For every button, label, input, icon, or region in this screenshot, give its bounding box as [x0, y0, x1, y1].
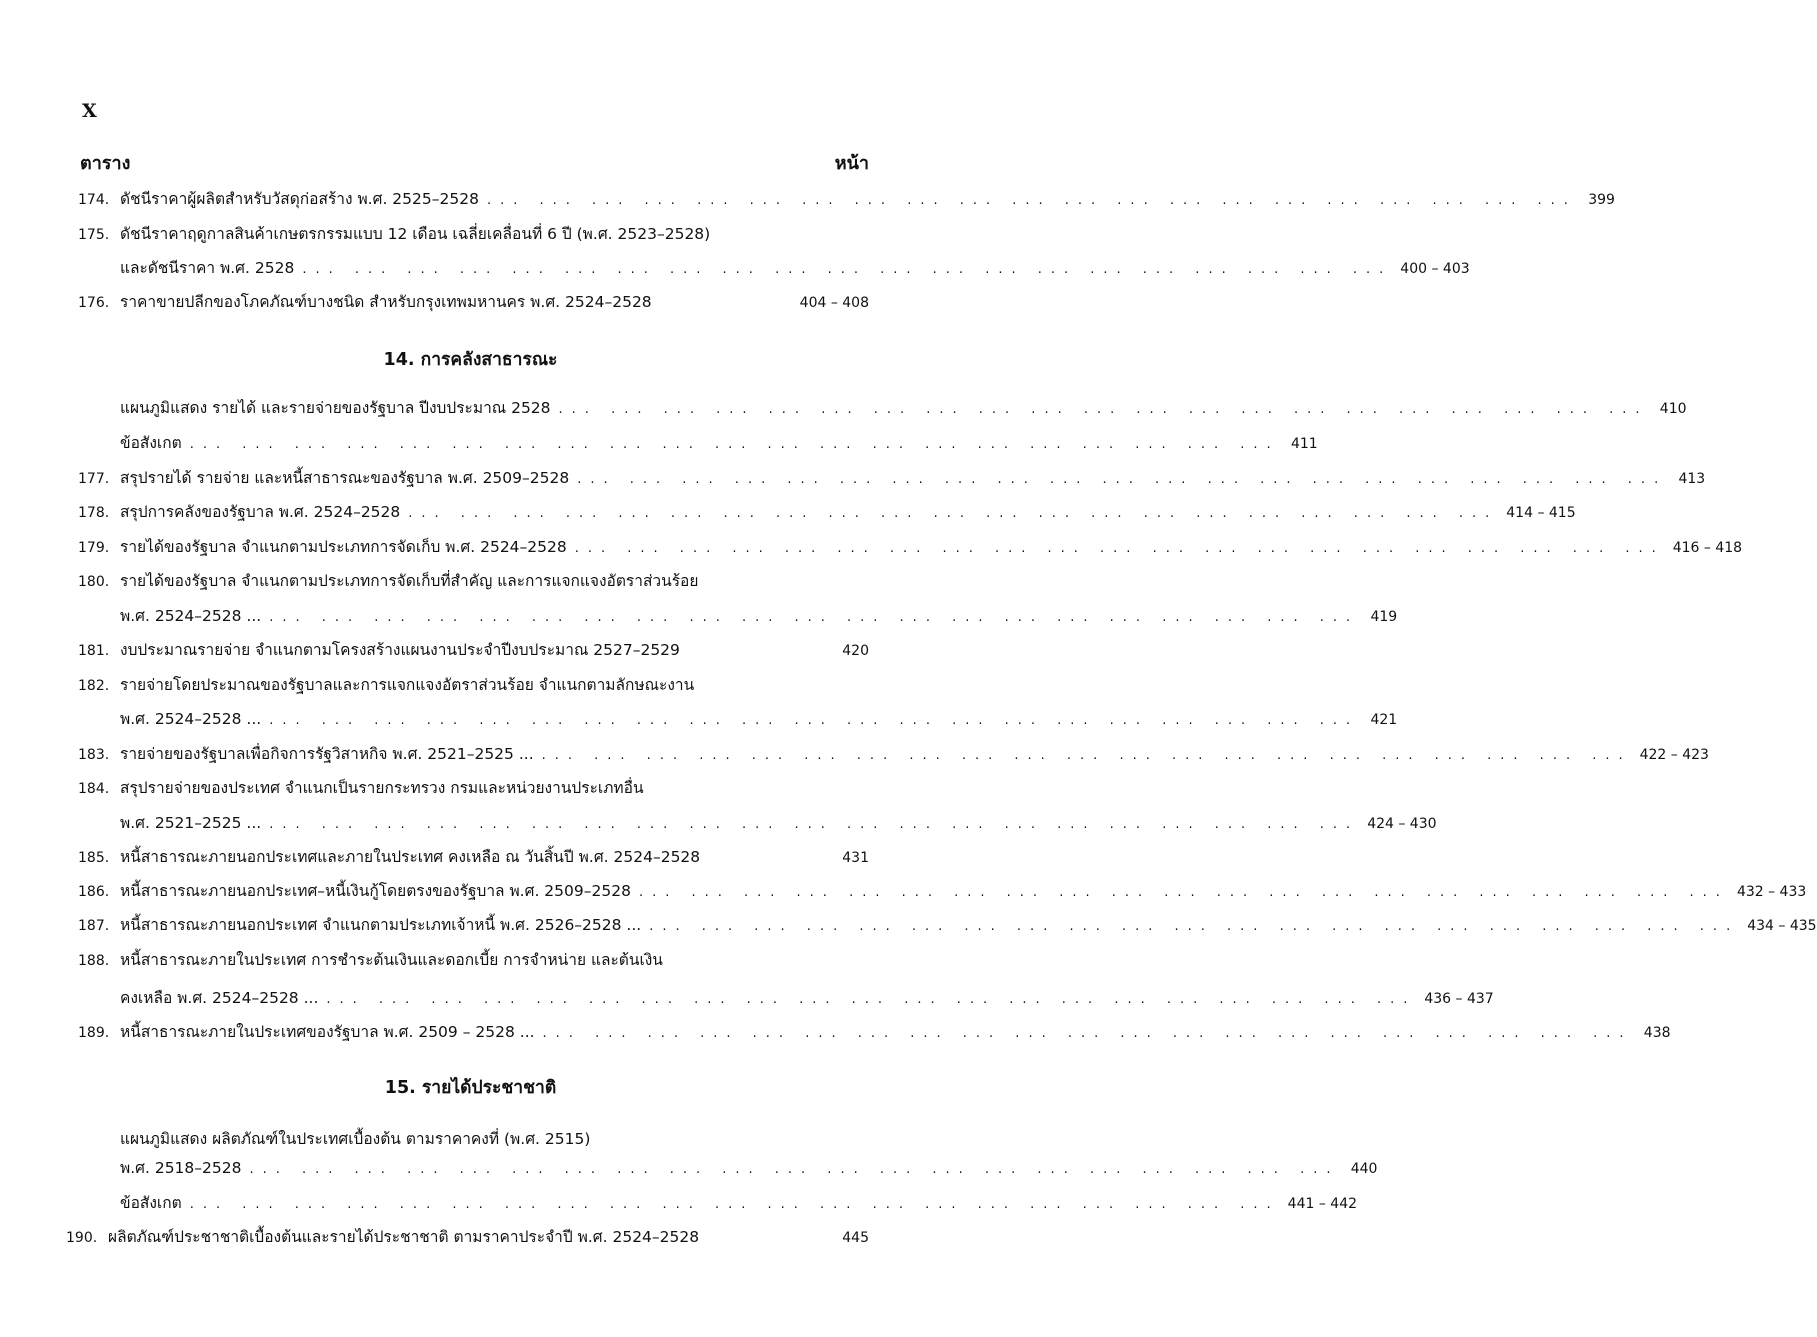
entry-title: รายจ่ายของรัฐบาลเพื่อกิจการรัฐวิสาหกิจ พ.ศ. 2521–2525 ... [120, 745, 534, 763]
toc-entry [78, 502, 1576, 524]
dot-leader: ... ... ... ... ... ... ... ... ... ... ... ... ... ... ... ... ... ... ... ... ... [541, 748, 1632, 763]
entry-number: 188. [78, 953, 110, 969]
toc-entry [78, 258, 1470, 280]
entry-title: สรุปรายได้ รายจ่าย และหนี้สาธารณะของรัฐบาล พ.ศ. 2509–2528 [120, 469, 570, 487]
entry-page: 434 – 435 [1747, 918, 1817, 934]
entry-number: 185. [78, 850, 110, 866]
dot-leader: ... ... ... ... ... ... ... ... ... ... ... ... ... ... ... ... ... ... ... ... ... [249, 1162, 1340, 1177]
entry-number: 190. [66, 1230, 98, 1246]
dot-leader: ... ... ... ... ... ... ... ... ... ... ... ... ... ... ... ... ... ... ... ... ... [269, 713, 1360, 728]
entry-number: 176. [78, 295, 110, 311]
entry-page: 410 [1659, 401, 1687, 417]
toc-entry [78, 950, 869, 971]
toc-entry [78, 537, 1743, 559]
entry-title: หนี้สาธารณะภายนอกประเทศ จำแนกตามประเภทเจ้าหนี้ พ.ศ. 2526–2528 ... [120, 916, 642, 934]
entry-title: หนี้สาธารณะภายนอกประเทศและภายในประเทศ คงเหลือ ณ วันสิ้นปี พ.ศ. 2524–2528 [120, 848, 701, 866]
entry-title: ข้อสังเกต [120, 434, 182, 452]
entry-page: 419 [1370, 609, 1398, 625]
toc-entry [78, 1193, 1358, 1215]
toc-entry [78, 571, 869, 592]
toc-entry [78, 813, 1437, 835]
toc-entry [78, 915, 1817, 937]
toc-entry [78, 709, 1398, 731]
toc-entry [78, 881, 1807, 903]
toc-entry [78, 398, 1687, 420]
entry-title: หนี้สาธารณะภายในประเทศ การชำระต้นเงินและดอกเบี้ย การจำหน่าย และต้นเงิน [120, 951, 663, 969]
toc-entry [78, 606, 1398, 628]
dot-leader: ... ... ... ... ... ... ... ... ... ... ... ... ... ... ... ... ... ... ... ... ... [189, 1197, 1280, 1212]
entry-page: 438 [1643, 1025, 1671, 1041]
toc-entry [78, 1129, 869, 1149]
entry-number: 181. [78, 643, 110, 659]
entry-title: แผนภูมิแสดง รายได้ และรายจ่ายของรัฐบาล ปีงบประมาณ 2528 [120, 399, 551, 417]
dot-leader: ... ... ... ... ... ... ... ... ... ... ... ... ... ... ... ... ... ... ... ... ... [574, 541, 1665, 556]
section-heading: 14. การคลังสาธารณะ [383, 350, 558, 370]
entry-title: พ.ศ. 2524–2528 ... [120, 710, 262, 728]
dot-leader: ... ... ... ... ... ... ... ... ... ... ... ... ... ... ... ... ... ... ... ... ... [558, 402, 1649, 417]
entry-number: 186. [78, 884, 110, 900]
entry-page: 422 – 423 [1639, 747, 1709, 763]
entry-page: 421 [1370, 712, 1398, 728]
entry-page: 445 [842, 1230, 869, 1246]
toc-entry [78, 433, 1318, 455]
toc-entry [78, 224, 869, 245]
dot-leader: ... ... ... ... ... ... ... ... ... ... ... ... ... ... ... ... ... ... ... ... ... [269, 817, 1360, 832]
entry-page: 411 [1290, 436, 1318, 452]
dot-leader: ... ... ... ... ... ... ... ... ... ... ... ... ... ... ... ... ... ... ... ... ... [189, 437, 1280, 452]
dot-leader: ... ... ... ... ... ... ... ... ... ... ... ... ... ... ... ... ... ... ... ... ... [638, 885, 1729, 900]
entry-title: หนี้สาธารณะภายนอกประเทศ–หนี้เงินกู้โดยตรงของรัฐบาล พ.ศ. 2509–2528 [120, 882, 631, 900]
entry-page: 416 – 418 [1672, 540, 1743, 556]
entry-number: 179. [78, 540, 110, 556]
entry-title: งบประมาณรายจ่าย จำแนกตามโครงสร้างแผนงานประจำปีงบประมาณ 2527–2529 [120, 641, 680, 659]
entry-page: 399 [1588, 192, 1615, 208]
entry-title: หนี้สาธารณะภายในประเทศของรัฐบาล พ.ศ. 2509 – 2528 ... [120, 1023, 535, 1041]
entry-title: และดัชนีราคา พ.ศ. 2528 [120, 259, 295, 277]
dot-leader: ... ... ... ... ... ... ... ... ... ... ... ... ... ... ... ... ... ... ... ... ... [302, 262, 1393, 277]
toc-entry [78, 1158, 1378, 1180]
entry-title: รายได้ของรัฐบาล จำแนกตามประเภทการจัดเก็บที่สำคัญ และการแจกแจงอัตราส่วนร้อย [120, 572, 699, 590]
entry-number: 182. [78, 678, 110, 694]
entry-title: พ.ศ. 2521–2525 ... [120, 814, 262, 832]
entry-title: ดัชนีราคาฤดูกาลสินค้าเกษตรกรรมแบบ 12 เดือน เฉลี่ยเคลื่อนที่ 6 ปี (พ.ศ. 2523–2528) [120, 225, 711, 243]
toc-entry [78, 988, 1494, 1010]
entry-page: 420 [842, 643, 869, 659]
entry-title: พ.ศ. 2518–2528 [120, 1159, 242, 1177]
toc-entry [66, 1227, 869, 1248]
column-header-table: ตาราง [80, 153, 131, 174]
toc-entry [78, 675, 869, 696]
entry-page: 413 [1678, 471, 1706, 487]
column-header-page: หน้า [834, 153, 869, 174]
toc-entry [78, 778, 869, 799]
toc-entry [78, 847, 869, 868]
dot-leader: ... ... ... ... ... ... ... ... ... ... ... ... ... ... ... ... ... ... ... ... ... [326, 992, 1417, 1007]
entry-page: 436 – 437 [1424, 991, 1494, 1007]
toc-entry [78, 292, 869, 313]
entry-title: ผลิตภัณฑ์ประชาชาติเบื้องต้นและรายได้ประชาชาติ ตามราคาประจำปี พ.ศ. 2524–2528 [108, 1228, 700, 1246]
entry-title: สรุปรายจ่ายของประเทศ จำแนกเป็นรายกระทรวง กรมและหน่วยงานประเภทอื่น [120, 779, 644, 797]
entry-number: 175. [78, 227, 110, 243]
entry-number: 174. [78, 192, 110, 208]
toc-entry [78, 1022, 1671, 1044]
dot-leader: ... ... ... ... ... ... ... ... ... ... ... ... ... ... ... ... ... ... ... ... ... [542, 1026, 1633, 1041]
entry-number: 180. [78, 574, 110, 590]
entry-page: 400 – 403 [1400, 261, 1470, 277]
dot-leader: ... ... ... ... ... ... ... ... ... ... ... ... ... ... ... ... ... ... ... ... ... [408, 506, 1499, 521]
page-number: X [82, 100, 97, 122]
dot-leader: ... ... ... ... ... ... ... ... ... ... ... ... ... ... ... ... ... ... ... ... ... [486, 193, 1577, 208]
toc-entry [78, 640, 869, 661]
entry-title: ข้อสังเกต [120, 1194, 182, 1212]
entry-page: 432 – 433 [1736, 884, 1807, 900]
entry-title: สรุปการคลังของรัฐบาล พ.ศ. 2524–2528 [120, 503, 401, 521]
entry-number: 178. [78, 505, 110, 521]
entry-page: 431 [842, 850, 869, 866]
section-heading: 15. รายได้ประชาชาติ [384, 1078, 557, 1098]
entry-page: 440 [1350, 1161, 1378, 1177]
toc-entry [78, 468, 1706, 490]
entry-number: 184. [78, 781, 110, 797]
entry-page: 441 – 442 [1287, 1196, 1358, 1212]
entry-number: 177. [78, 471, 110, 487]
dot-leader: ... ... ... ... ... ... ... ... ... ... ... ... ... ... ... ... ... ... ... ... ... [577, 472, 1668, 487]
entry-title: รายจ่ายโดยประมาณของรัฐบาลและการแจกแจงอัตราส่วนร้อย จำแนกตามลักษณะงาน [120, 676, 695, 694]
entry-page: 424 – 430 [1367, 816, 1437, 832]
entry-number: 183. [78, 747, 110, 763]
entry-number: 189. [78, 1025, 110, 1041]
entry-title: ราคาขายปลีกของโภคภัณฑ์บางชนิด สำหรับกรุงเทพมหานคร พ.ศ. 2524–2528 [120, 293, 652, 311]
entry-title: พ.ศ. 2524–2528 ... [120, 607, 262, 625]
entry-title: ดัชนีราคาผู้ผลิตสำหรับวัสดุก่อสร้าง พ.ศ. 2525–2528 [120, 190, 479, 208]
entry-title: แผนภูมิแสดง ผลิตภัณฑ์ในประเทศเบื้องต้น ตามราคาคงที่ (พ.ศ. 2515) [120, 1130, 591, 1148]
dot-leader: ... ... ... ... ... ... ... ... ... ... ... ... ... ... ... ... ... ... ... ... ... [269, 610, 1360, 625]
toc-entry [78, 189, 1615, 211]
entry-page: 404 – 408 [799, 295, 869, 311]
entry-title: คงเหลือ พ.ศ. 2524–2528 ... [120, 989, 319, 1007]
toc-entry [78, 744, 1709, 766]
dot-leader: ... ... ... ... ... ... ... ... ... ... ... ... ... ... ... ... ... ... ... ... ... [649, 919, 1740, 934]
entry-number: 187. [78, 918, 110, 934]
entry-title: รายได้ของรัฐบาล จำแนกตามประเภทการจัดเก็บ พ.ศ. 2524–2528 [120, 538, 567, 556]
entry-page: 414 – 415 [1506, 505, 1576, 521]
